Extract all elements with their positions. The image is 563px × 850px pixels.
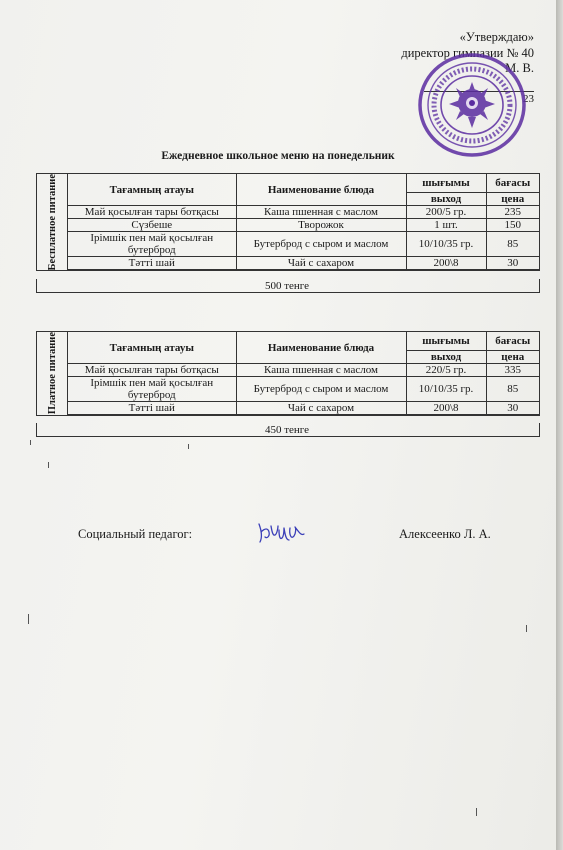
approval-year: 23: [523, 92, 534, 105]
dish-output: 200\8: [406, 402, 486, 415]
table-row: [68, 257, 539, 270]
header-output-kz: шығымы: [406, 332, 486, 351]
free-menu-total: 500 тенге: [264, 279, 310, 292]
dish-price: 85: [486, 377, 539, 402]
dish-output: 220/5 гр.: [406, 364, 486, 377]
dish-ru: Бутерброд с сыром и маслом: [236, 377, 406, 402]
dish-output: 10/10/35 гр.: [406, 377, 486, 402]
paid-menu-table: [68, 332, 539, 415]
paper-mark: [188, 444, 189, 449]
table-row: [68, 219, 539, 232]
header-output-ru: выход: [406, 351, 486, 364]
paper-mark: [30, 440, 31, 445]
signatory-role: Социальный педагог:: [78, 527, 193, 541]
paper-mark: [28, 614, 29, 624]
dish-price: 30: [486, 402, 539, 415]
dish-kz: Тәтті шай: [68, 257, 236, 270]
header-kz-name: Тағамның атауы: [68, 174, 236, 206]
dish-ru: Каша пшенная с маслом: [236, 364, 406, 377]
header-ru-name: Наименование блюда: [236, 332, 406, 364]
dish-price: 85: [486, 232, 539, 257]
paper-mark: [48, 462, 49, 468]
table-row: [68, 206, 539, 219]
table-row: [68, 402, 539, 415]
paid-menu-total-row: [36, 423, 540, 437]
paid-menu-section: [36, 331, 540, 416]
dish-output: 10/10/35 гр.: [406, 232, 486, 257]
paid-menu-label: Платное питание: [37, 332, 68, 415]
free-menu-total-row: [36, 279, 540, 293]
table-header-row: [68, 174, 539, 193]
dish-output: 200\8: [406, 257, 486, 270]
signature-row: [0, 524, 556, 554]
paid-menu-total: 450 тенге: [264, 423, 310, 436]
approval-position: директор гимназии № 40: [401, 45, 534, 60]
table-row: [68, 232, 539, 257]
header-output-ru: выход: [406, 193, 486, 206]
table-row: [68, 377, 539, 402]
paper-mark: [476, 808, 477, 816]
dish-kz: Ірімшік пен май қосылған бутерброд: [68, 232, 236, 257]
table-row: [68, 364, 539, 377]
header-price-ru: цена: [486, 351, 539, 364]
dish-price: 235: [486, 206, 539, 219]
page-title: Ежедневное школьное меню на понедельник: [161, 150, 395, 162]
dish-price: 335: [486, 364, 539, 377]
dish-kz: Май қосылған тары ботқасы: [68, 364, 236, 377]
free-menu-label: Бесплатное питание: [37, 174, 68, 270]
header-ru-name: Наименование блюда: [236, 174, 406, 206]
dish-ru: Бутерброд с сыром и маслом: [236, 232, 406, 257]
dish-ru: Чай с сахаром: [236, 402, 406, 415]
page-edge: [556, 0, 563, 850]
header-price-kz: бағасы: [486, 332, 539, 351]
dish-ru: Чай с сахаром: [236, 257, 406, 270]
official-stamp-icon: [416, 48, 528, 160]
approval-director: М. В.: [505, 61, 534, 75]
free-menu-table: [68, 174, 539, 270]
dish-output: 1 шт.: [406, 219, 486, 232]
signatory-name: Алексеенко Л. А.: [399, 527, 491, 541]
dish-output: 200/5 гр.: [406, 206, 486, 219]
paper-mark: [526, 625, 527, 632]
header-kz-name: Тағамның атауы: [68, 332, 236, 364]
header-price-kz: бағасы: [486, 174, 539, 193]
approval-heading: «Утверждаю»: [459, 30, 534, 44]
handwritten-signature-icon: [256, 518, 306, 546]
free-menu-section: [36, 173, 540, 271]
dish-ru: Каша пшенная с маслом: [236, 206, 406, 219]
dish-kz: Сүзбеше: [68, 219, 236, 232]
dish-kz: Май қосылған тары ботқасы: [68, 206, 236, 219]
dish-kz: Тәтті шай: [68, 402, 236, 415]
dish-kz: Ірімшік пен май қосылған бутерброд: [68, 377, 236, 402]
header-price-ru: цена: [486, 193, 539, 206]
dish-ru: Творожок: [236, 219, 406, 232]
header-output-kz: шығымы: [406, 174, 486, 193]
dish-price: 30: [486, 257, 539, 270]
dish-price: 150: [486, 219, 539, 232]
table-header-row: [68, 332, 539, 351]
